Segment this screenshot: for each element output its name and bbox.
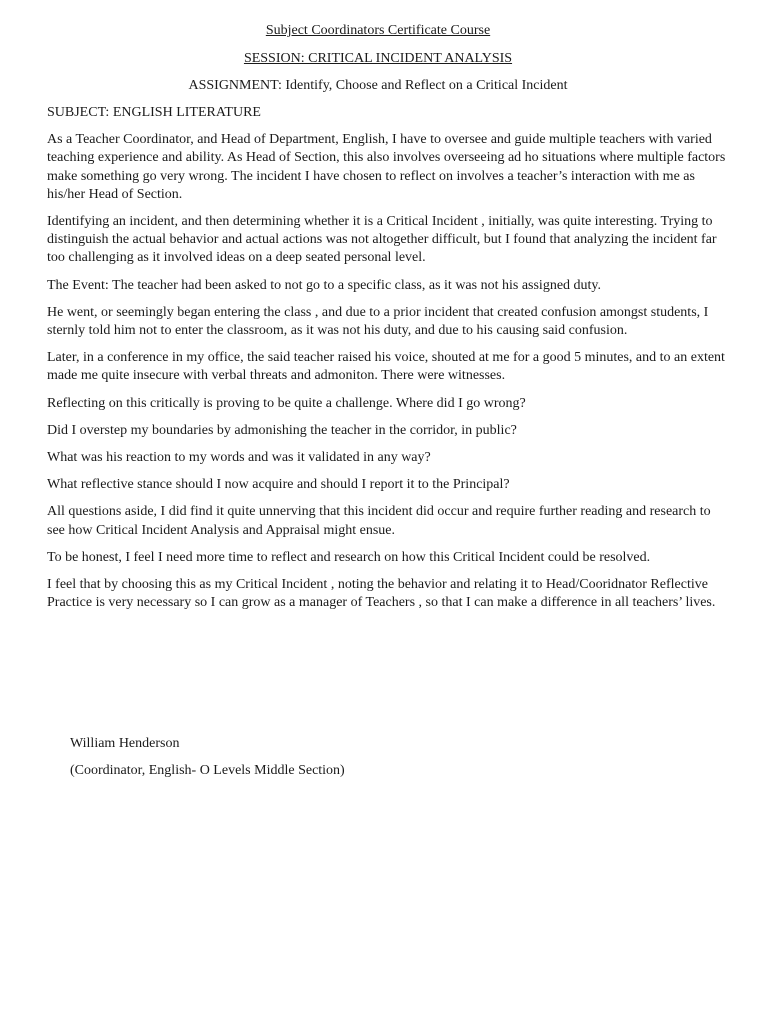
assignment-title: ASSIGNMENT: Identify, Choose and Reflect on a Critical Incident xyxy=(188,78,568,93)
paragraph-conclusion: I feel that by choosing this as my Critical Incident , noting the behavior and relating it to Head/Cooridnator Reflective Practice is very necessary so I can grow as a manager of Teachers , so that I can make a difference in all teachers’ lives. xyxy=(47,577,716,611)
subject-line: SUBJECT: ENGLISH LITERATURE xyxy=(47,105,261,120)
paragraph-to-be-honest: To be honest, I feel I need more time to reflect and research on how this Critical Incident could be resolved. xyxy=(47,549,651,565)
paragraph-question-boundaries: Did I overstep my boundaries by admonishing the teacher in the corridor, in public? xyxy=(47,422,517,438)
signature-name: William Henderson xyxy=(70,736,180,751)
paragraph-conference: Later, in a conference in my office, the said teacher raised his voice, shouted at me for a good 5 minutes, and to an extent made me quite insecure with verbal threats and admoniton. There were witnesses. xyxy=(47,350,725,384)
paragraph-question-stance: What reflective stance should I now acquire and should I report it to the Principal? xyxy=(47,477,510,493)
paragraph-question-reaction: What was his reaction to my words and was it validated in any way? xyxy=(47,450,431,466)
paragraph-entering-class: He went, or seemingly began entering the class , and due to a prior incident that created confusion amongst students, I sternly told him not to enter the classroom, as it was not his duty, and due to his causing said confusion. xyxy=(47,304,709,339)
paragraph-identifying: Identifying an incident, and then determining whether it is a Critical Incident , initially, was quite interesting. Trying to distinguish the actual behavior and actual actions was not altogether difficult, but I found that analyzing the incident far too challenging as it involved ideas on a deep seated personal level. xyxy=(47,214,717,266)
paragraph-questions-aside: All questions aside, I did find it quite unnerving that this incident did occur and require further reading and research to see how Critical Incident Analysis and Appraisal might ensue. xyxy=(47,504,711,538)
paragraph-intro: As a Teacher Coordinator, and Head of Department, English, I have to oversee and guide multiple teachers with varied teaching experience and ability. As Head of Section, this also involves overseeing ad ho situations where multiple factors make something go very wrong. The incident I have chosen to reflect on involves a teacher’s interaction with me as his/her Head of Section. xyxy=(47,132,726,202)
document-body xyxy=(47,104,727,621)
paragraph-event: The Event: The teacher had been asked to not go to a specific class, as it was not his assigned duty. xyxy=(47,277,602,293)
paragraph-reflecting: Reflecting on this critically is proving to be quite a challenge. Where did I go wrong? xyxy=(47,395,526,411)
signature-block xyxy=(70,735,670,789)
signature-title: (Coordinator, English- O Levels Middle Section) xyxy=(70,763,345,778)
course-title: Subject Coordinators Certificate Course xyxy=(265,23,491,38)
session-title: SESSION: CRITICAL INCIDENT ANALYSIS xyxy=(243,51,513,66)
